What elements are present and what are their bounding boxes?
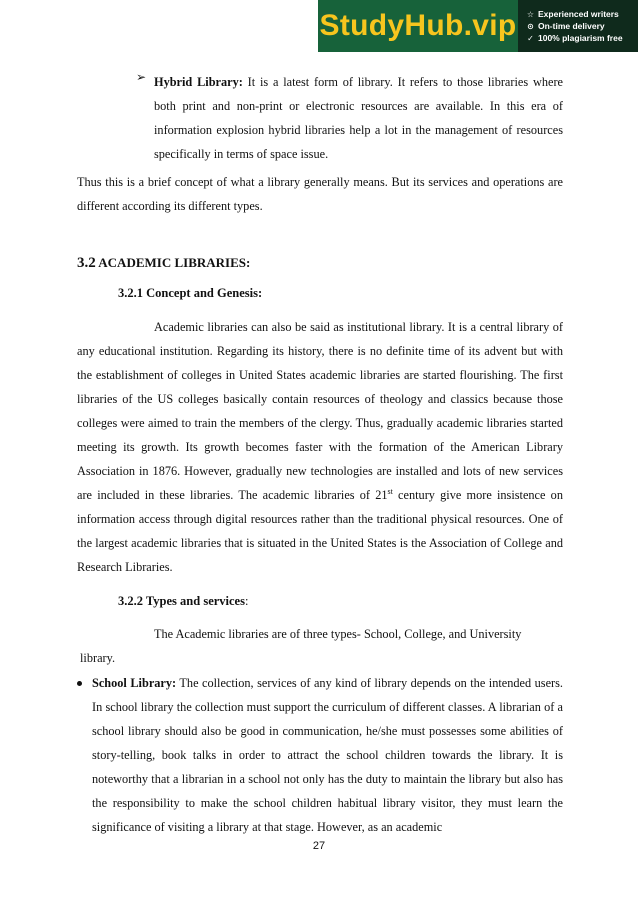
school-library-item — [77, 671, 563, 839]
feature-text: Experienced writers — [538, 9, 619, 19]
section-heading: 3.2 ACADEMIC LIBRARIES: — [77, 255, 251, 271]
feature-list — [518, 0, 638, 52]
clock-icon: ⊙ — [527, 21, 534, 31]
feature-item — [526, 21, 638, 31]
feature-item — [526, 33, 638, 43]
types-paragraph: The Academic libraries are of three types- School, College, and University library. — [80, 627, 522, 665]
hybrid-library-item — [136, 70, 563, 166]
feature-item — [526, 9, 638, 19]
studyhub-banner[interactable] — [318, 0, 638, 52]
subsection-heading-concept: 3.2.1 Concept and Genesis: — [118, 286, 263, 300]
school-library-label: School Library: — [92, 676, 177, 690]
subsection-heading-types: 3.2.2 Types and services: — [118, 594, 249, 608]
bullet-icon — [77, 681, 82, 686]
check-icon: ✓ — [527, 33, 534, 43]
hybrid-library-label: Hybrid Library: — [154, 75, 243, 89]
intro-paragraph: Thus this is a brief concept of what a library generally means. But its services and operations are different according its different types. — [77, 175, 563, 213]
hybrid-library-text: Hybrid Library: It is a latest form of library. It refers to those libraries where both print and non-print or electronic resources are available. In this era of information explosion hybrid libraries help a lot in the management of resources specifically in terms of space issue. — [154, 75, 563, 161]
school-library-text: School Library: The collection, services of any kind of library depends on the intended users. In school library the collection must support the curriculum of different classes. A librarian of a school library should also be good in communication, he/she must possesses some abilities of story-telling, book talks in order to attract the school children towards the library. It is noteworthy that a librarian in a school not only has the duty to maintain the library but also has the responsibility to make the school children habitual library visitor, they must learn the significance of visiting a library at that stage. However, as an academic — [92, 676, 563, 834]
feature-text: On-time delivery — [538, 21, 605, 31]
brand-logo[interactable]: StudyHub.vip — [318, 0, 518, 52]
concept-paragraph: Academic libraries can also be said as institutional library. It is a central library of any educational institution. Regarding its history, there is no definite time of its advent but with the establishment of colleges in United States academic libraries are started flourishing. The first libraries of the US colleges basically contain resources of theology and classics because those colleges were aimed to train the members of the clergy. Thus, gradually academic libraries started meeting its growth. Its growth becomes faster with the formation of the American Library Association in 1876. However, gradually new technologies are installed and lots of new services are included in these libraries. The academic libraries of 21st century give more insistence on information access through digital resources rather than the traditional physical resources. One of the largest academic libraries that is situated in the United States is the Association of College and Research Libraries. — [77, 320, 563, 574]
arrow-bullet-icon: ➢ — [136, 70, 147, 84]
page-number: 27 — [312, 840, 326, 852]
feature-text: 100% plagiarism free — [538, 33, 623, 43]
star-icon: ☆ — [526, 9, 535, 19]
